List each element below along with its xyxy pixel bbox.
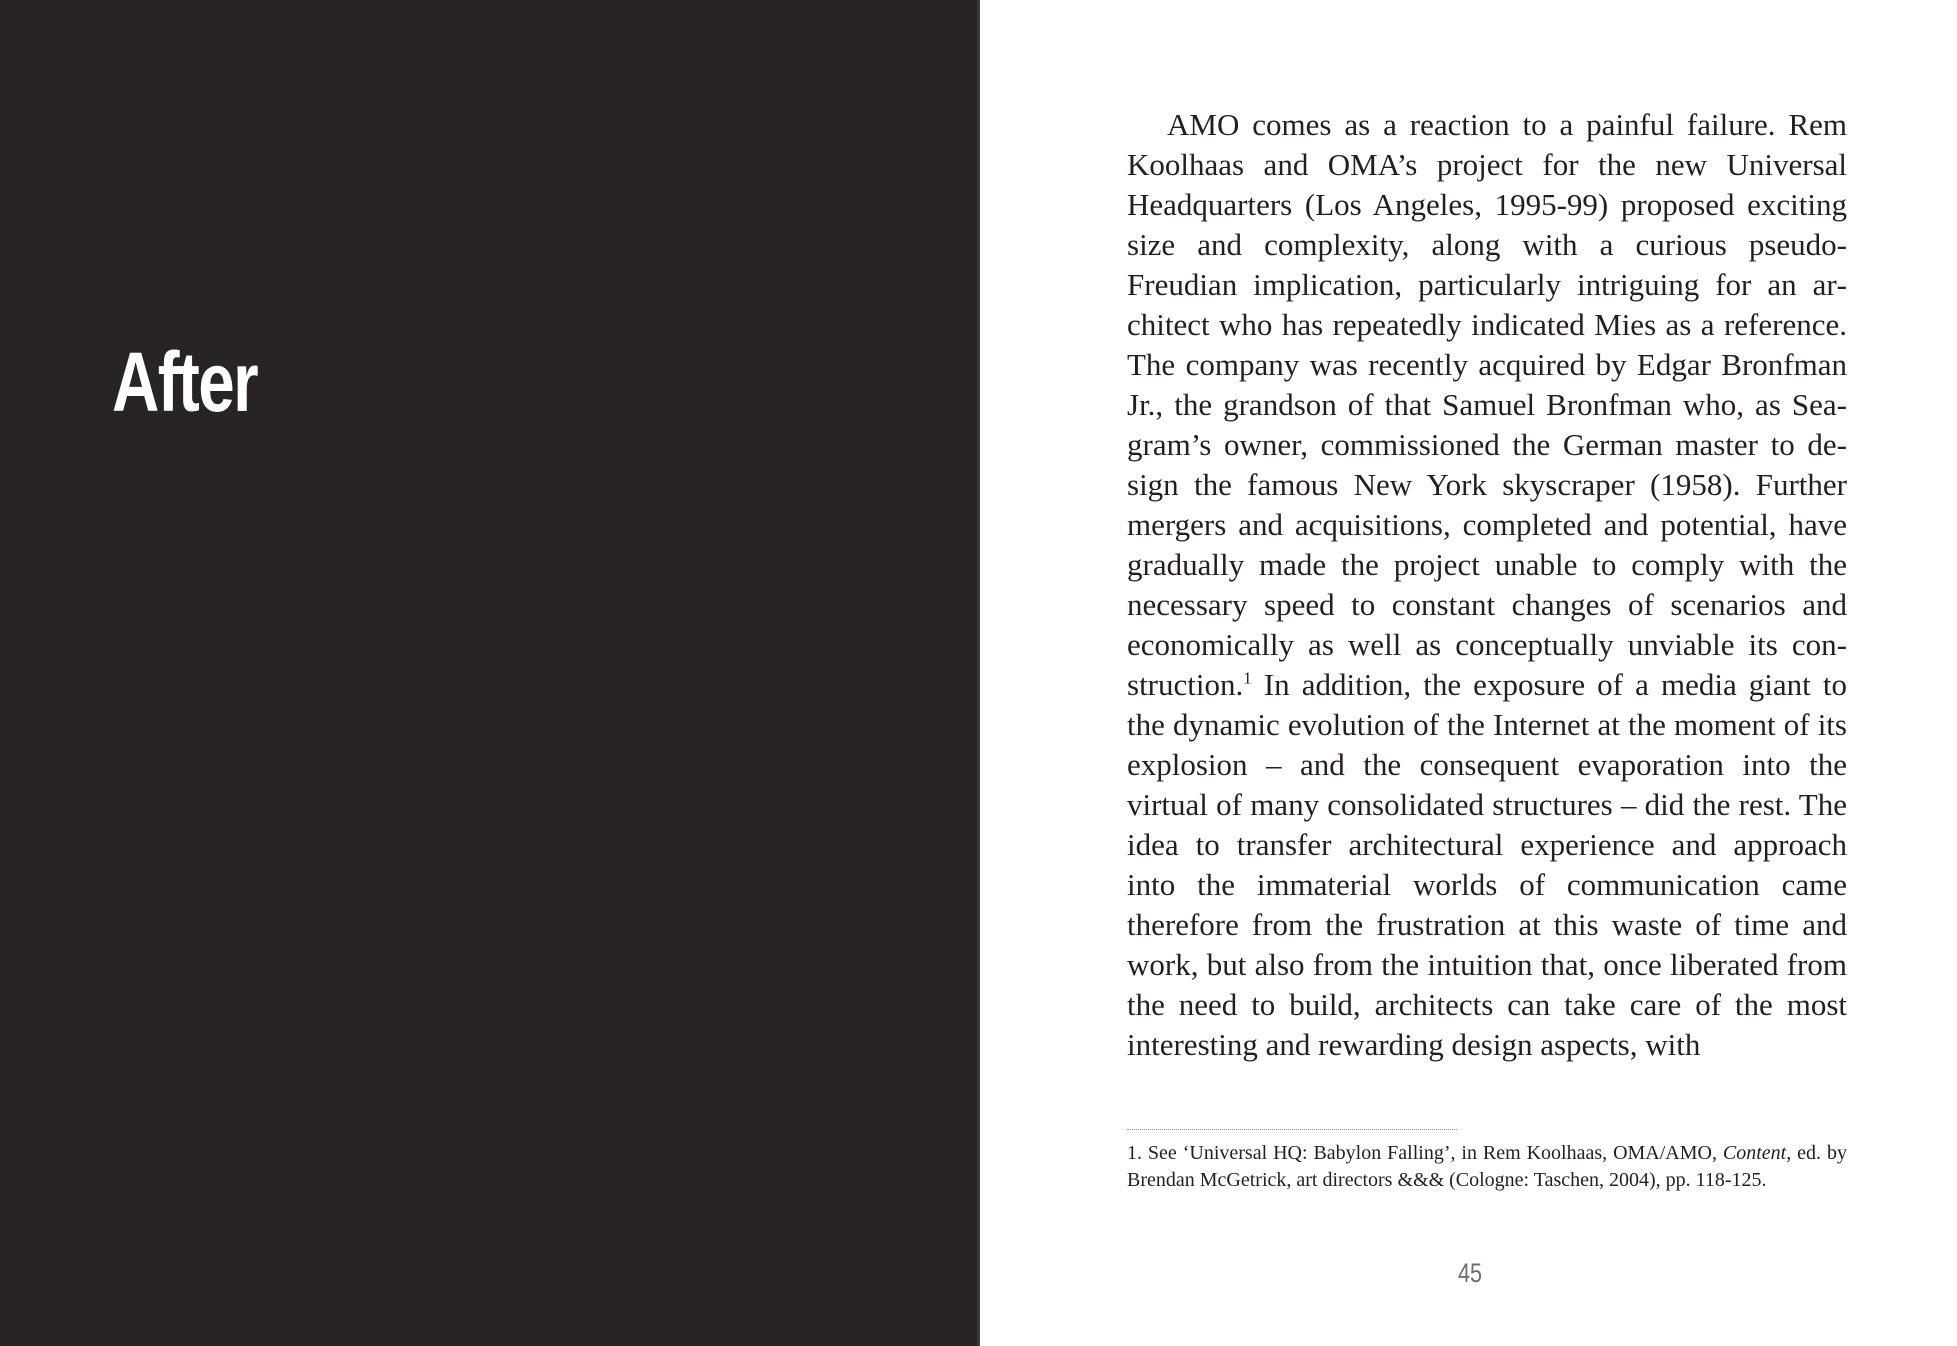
footnote-number: 1. [1127, 1142, 1142, 1164]
body-text-part-2: In addition, the exposure of a media giant to the dynamic evolution of the Internet at the moment of its explosion – and the consequent evaporation into the virtual of many consolidated structures – did the rest. The idea to transfer architectural experience and approach into the immaterial worlds of communication came therefore from the frustration at this waste of time and work, but also from the intuition that, once liberated from the need to build, architects can take care of the most interesting and rewarding design aspects, with [1127, 667, 1847, 1062]
right-page [980, 0, 1957, 1346]
footnote-divider [1127, 1129, 1457, 1130]
footnote-italic-title: Content [1722, 1142, 1787, 1164]
page-number: 45 [1457, 1258, 1483, 1288]
chapter-title: After [112, 335, 258, 429]
body-paragraph [1127, 105, 1847, 1065]
footnote-text-end: , ed. by Brendan McGetrick, art directors &&& (Cologne: Taschen, 2004), pp. 118-125. [1127, 1142, 1847, 1191]
footnote-reference[interactable]: 1 [1243, 668, 1252, 688]
footnote [1127, 1140, 1847, 1194]
footnote-text-start: See ‘Universal HQ: Babylon Falling’, in Rem Koolhaas, OMA/AMO, [1142, 1142, 1723, 1164]
body-text-part-1: AMO comes as a reaction to a painful failure. Rem Koolhaas and OMA’s project for the new Universal Headquarters (Los Angeles, 1995-99) proposed exciting size and complexity, along with a curious pseudo-Freudian implication, particularly intriguing for an architect who has repeatedly indicated Mies as a reference. The company was recently acquired by Edgar Bronfman Jr., the grandson of that Samuel Bronfman who, as Seagram’s owner, commissioned the German master to design the famous New York skyscraper (1958). Further mergers and acquisitions, completed and potential, have gradually made the project unable to comply with the necessary speed to constant changes of scenarios and economically as well as conceptually unviable its construction. [1127, 107, 1847, 702]
